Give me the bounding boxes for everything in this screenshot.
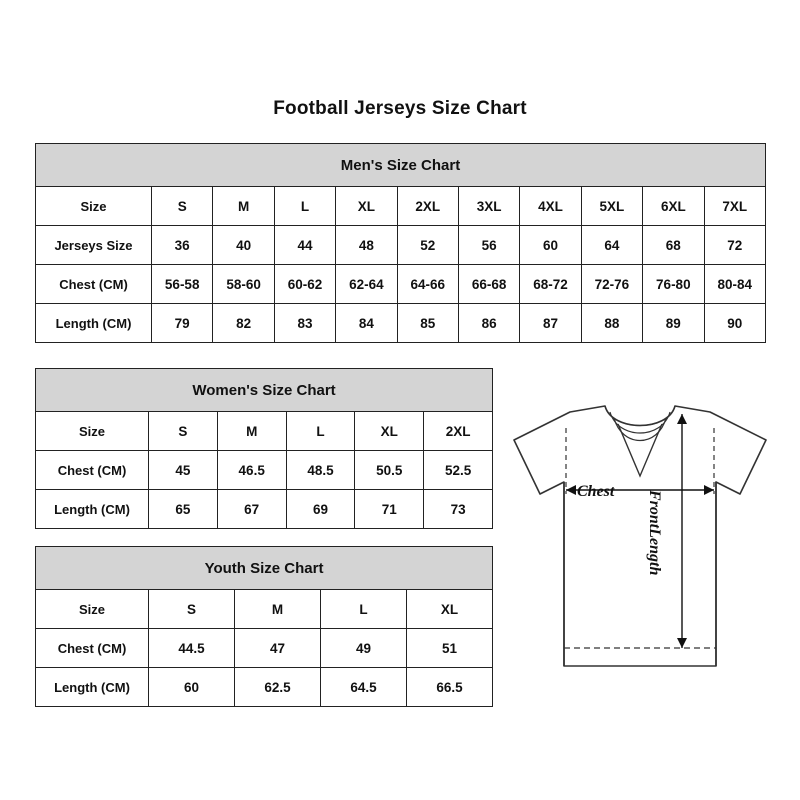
mens-chart-caption: Men's Size Chart: [36, 144, 766, 187]
table-cell: 87: [520, 304, 581, 343]
table-cell: S: [149, 590, 235, 629]
womens-size-chart: [35, 368, 492, 529]
table-cell: 3XL: [458, 187, 519, 226]
table-cell: 44: [274, 226, 335, 265]
table-row: [36, 629, 493, 668]
tshirt-outline-icon: [500, 398, 780, 698]
table-cell: 83: [274, 304, 335, 343]
table-row: [36, 265, 766, 304]
table-cell: S: [152, 187, 213, 226]
table-cell: M: [213, 187, 274, 226]
row-label: Size: [36, 590, 149, 629]
womens-chart-caption: Women's Size Chart: [36, 369, 493, 412]
table-cell: 80-84: [704, 265, 766, 304]
row-label: Length (CM): [36, 304, 152, 343]
table-cell: 68-72: [520, 265, 581, 304]
youth-size-table: [35, 546, 493, 707]
table-cell: 49: [321, 629, 407, 668]
table-cell: 60: [520, 226, 581, 265]
table-cell: 5XL: [581, 187, 642, 226]
table-cell: 67: [217, 490, 286, 529]
table-cell: L: [321, 590, 407, 629]
table-cell: M: [217, 412, 286, 451]
table-cell: S: [149, 412, 218, 451]
row-label: Size: [36, 187, 152, 226]
table-cell: 66-68: [458, 265, 519, 304]
table-cell: 36: [152, 226, 213, 265]
front-length-measure-label: FrontLength: [646, 490, 663, 576]
table-cell: 52: [397, 226, 458, 265]
table-cell: 50.5: [355, 451, 424, 490]
table-cell: 45: [149, 451, 218, 490]
table-row: [36, 226, 766, 265]
table-cell: XL: [407, 590, 493, 629]
table-row: [36, 412, 493, 451]
table-cell: 7XL: [704, 187, 766, 226]
mens-size-chart: [35, 143, 765, 343]
table-cell: 64-66: [397, 265, 458, 304]
table-cell: 72-76: [581, 265, 642, 304]
table-cell: 68: [643, 226, 704, 265]
table-cell: 66.5: [407, 668, 493, 707]
table-cell: 89: [643, 304, 704, 343]
youth-size-chart: [35, 546, 492, 707]
row-label: Chest (CM): [36, 629, 149, 668]
row-label: Size: [36, 412, 149, 451]
table-cell: 76-80: [643, 265, 704, 304]
table-row: [36, 490, 493, 529]
table-cell: 56: [458, 226, 519, 265]
mens-size-table: [35, 143, 766, 343]
table-cell: 56-58: [152, 265, 213, 304]
table-caption-row: [36, 144, 766, 187]
table-cell: 51: [407, 629, 493, 668]
table-cell: L: [274, 187, 335, 226]
row-label: Chest (CM): [36, 265, 152, 304]
table-row: [36, 187, 766, 226]
table-cell: 2XL: [424, 412, 493, 451]
table-cell: 64.5: [321, 668, 407, 707]
table-cell: 6XL: [643, 187, 704, 226]
table-cell: 84: [336, 304, 397, 343]
table-cell: 48.5: [286, 451, 355, 490]
page-title: Football Jerseys Size Chart: [273, 98, 527, 119]
table-cell: 71: [355, 490, 424, 529]
table-cell: 82: [213, 304, 274, 343]
row-label: Length (CM): [36, 490, 149, 529]
table-cell: 40: [213, 226, 274, 265]
table-cell: 52.5: [424, 451, 493, 490]
chest-measure-label: Chest: [577, 483, 615, 500]
table-cell: M: [235, 590, 321, 629]
table-cell: 90: [704, 304, 766, 343]
table-cell: 79: [152, 304, 213, 343]
table-cell: 69: [286, 490, 355, 529]
table-cell: 73: [424, 490, 493, 529]
row-label: Jerseys Size: [36, 226, 152, 265]
table-row: [36, 590, 493, 629]
table-row: [36, 451, 493, 490]
table-caption-row: [36, 547, 493, 590]
table-cell: L: [286, 412, 355, 451]
row-label: Length (CM): [36, 668, 149, 707]
table-cell: 48: [336, 226, 397, 265]
youth-chart-caption: Youth Size Chart: [36, 547, 493, 590]
table-cell: 58-60: [213, 265, 274, 304]
table-cell: 85: [397, 304, 458, 343]
table-cell: 60-62: [274, 265, 335, 304]
table-cell: XL: [355, 412, 424, 451]
table-caption-row: [36, 369, 493, 412]
table-cell: 72: [704, 226, 766, 265]
table-row: [36, 304, 766, 343]
table-cell: 47: [235, 629, 321, 668]
table-cell: 46.5: [217, 451, 286, 490]
table-cell: 64: [581, 226, 642, 265]
table-cell: 4XL: [520, 187, 581, 226]
table-cell: 65: [149, 490, 218, 529]
table-cell: 86: [458, 304, 519, 343]
row-label: Chest (CM): [36, 451, 149, 490]
table-cell: 2XL: [397, 187, 458, 226]
table-cell: 44.5: [149, 629, 235, 668]
tshirt-measurement-diagram: [500, 398, 780, 698]
table-cell: XL: [336, 187, 397, 226]
table-cell: 62-64: [336, 265, 397, 304]
table-cell: 60: [149, 668, 235, 707]
table-row: [36, 668, 493, 707]
table-cell: 62.5: [235, 668, 321, 707]
table-cell: 88: [581, 304, 642, 343]
womens-size-table: [35, 368, 493, 529]
